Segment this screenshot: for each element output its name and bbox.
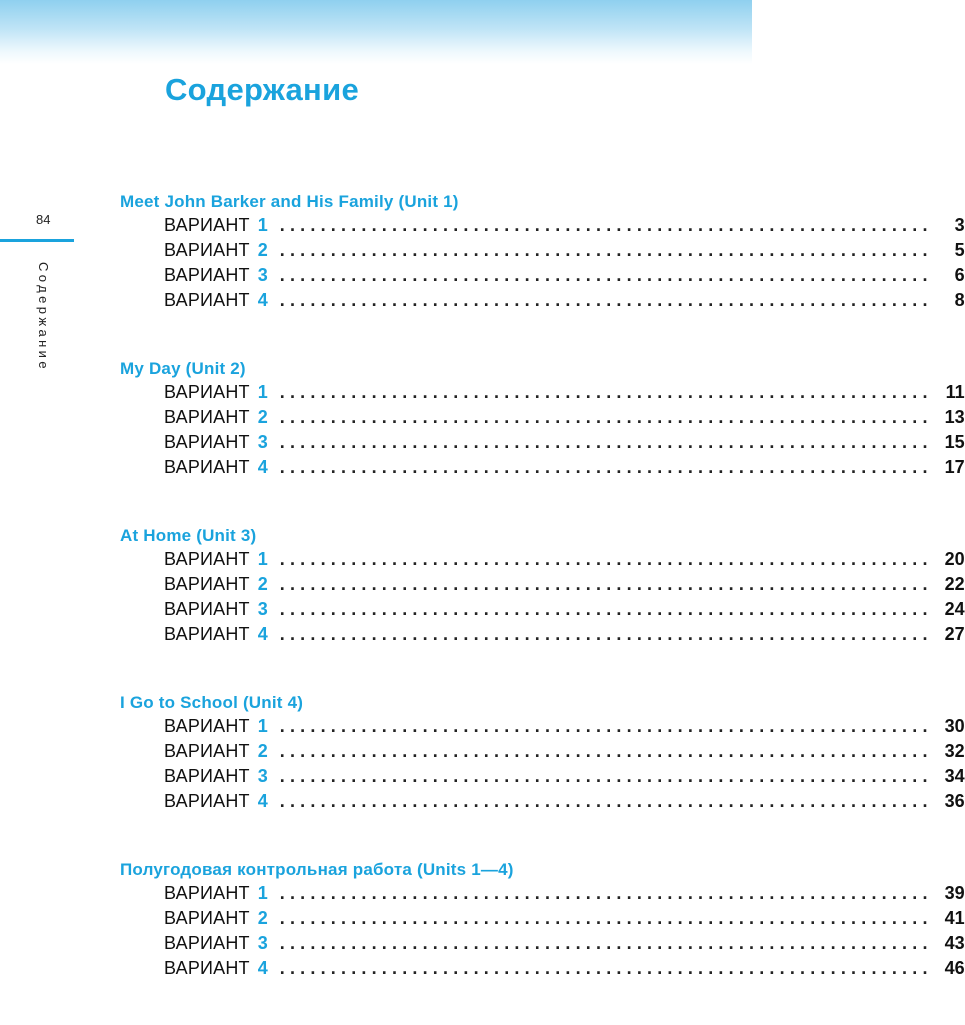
- variant-number: 1: [257, 215, 268, 235]
- variant-number: 3: [257, 432, 268, 452]
- variant-number: 2: [257, 574, 268, 594]
- page-reference: 11: [945, 382, 965, 402]
- variant-number: 4: [257, 290, 268, 310]
- dot-leader: ................................................................: [279, 574, 933, 594]
- dot-leader: ................................................................: [279, 958, 933, 978]
- page-reference: 5: [954, 240, 965, 260]
- variant-number: 4: [257, 791, 268, 811]
- toc-section: [120, 357, 965, 480]
- page-title: Содержание: [165, 72, 359, 107]
- variant-label: ВАРИАНТ: [164, 599, 250, 619]
- page-number: 84: [36, 212, 51, 227]
- variant-number: 1: [257, 382, 268, 402]
- toc-entry[interactable]: [120, 572, 965, 597]
- dot-leader: ................................................................: [279, 716, 933, 736]
- dot-leader: ................................................................: [279, 407, 933, 427]
- toc-entry[interactable]: [120, 956, 965, 981]
- section-title[interactable]: I Go to School (Unit 4): [120, 693, 304, 712]
- page-reference: 8: [954, 290, 965, 310]
- toc-entry[interactable]: [120, 764, 965, 789]
- variant-label: ВАРИАНТ: [164, 382, 250, 402]
- variant-number: 3: [257, 766, 268, 786]
- variant-number: 4: [257, 624, 268, 644]
- dot-leader: ................................................................: [279, 599, 933, 619]
- variant-label: ВАРИАНТ: [164, 624, 250, 644]
- variant-label: ВАРИАНТ: [164, 265, 250, 285]
- toc-section: [120, 190, 965, 313]
- variant-number: 4: [257, 958, 268, 978]
- page-reference: 43: [944, 933, 965, 953]
- page-reference: 22: [944, 574, 965, 594]
- page-reference: 6: [954, 265, 965, 285]
- variant-number: 3: [257, 599, 268, 619]
- toc-entry[interactable]: [120, 455, 965, 480]
- page-reference: 13: [944, 407, 965, 427]
- section-title[interactable]: Полугодовая контрольная работа (Units 1—4): [120, 860, 514, 879]
- variant-number: 2: [257, 240, 268, 260]
- page-reference: 3: [954, 215, 965, 235]
- variant-label: ВАРИАНТ: [164, 766, 250, 786]
- variant-label: ВАРИАНТ: [164, 958, 250, 978]
- variant-label: ВАРИАНТ: [164, 407, 250, 427]
- page-reference: 27: [944, 624, 965, 644]
- toc-entry[interactable]: [120, 931, 965, 956]
- toc-entry[interactable]: [120, 288, 965, 313]
- dot-leader: ................................................................: [279, 432, 933, 452]
- variant-label: ВАРИАНТ: [164, 741, 250, 761]
- toc-entry[interactable]: [120, 739, 965, 764]
- page-reference: 46: [944, 958, 965, 978]
- variant-label: ВАРИАНТ: [164, 883, 250, 903]
- page-reference: 39: [944, 883, 965, 903]
- variant-label: ВАРИАНТ: [164, 933, 250, 953]
- toc-entry[interactable]: [120, 380, 965, 405]
- page-reference: 24: [944, 599, 965, 619]
- table-of-contents: [120, 190, 965, 1025]
- variant-label: ВАРИАНТ: [164, 457, 250, 477]
- variant-number: 1: [257, 549, 268, 569]
- dot-leader: ................................................................: [279, 215, 933, 235]
- page-reference: 15: [944, 432, 965, 452]
- dot-leader: ................................................................: [279, 741, 933, 761]
- toc-entry[interactable]: [120, 906, 965, 931]
- variant-label: ВАРИАНТ: [164, 290, 250, 310]
- page-reference: 32: [944, 741, 965, 761]
- variant-number: 2: [257, 908, 268, 928]
- variant-label: ВАРИАНТ: [164, 432, 250, 452]
- dot-leader: ................................................................: [279, 624, 933, 644]
- variant-label: ВАРИАНТ: [164, 716, 250, 736]
- toc-entry[interactable]: [120, 430, 965, 455]
- toc-section: [120, 524, 965, 647]
- dot-leader: ................................................................: [279, 791, 933, 811]
- page-reference: 36: [944, 791, 965, 811]
- side-divider: [0, 239, 74, 242]
- variant-number: 2: [257, 741, 268, 761]
- variant-number: 3: [257, 265, 268, 285]
- section-title[interactable]: My Day (Unit 2): [120, 359, 246, 378]
- toc-entry[interactable]: [120, 881, 965, 906]
- page-reference: 34: [944, 766, 965, 786]
- dot-leader: ................................................................: [279, 908, 933, 928]
- header-band: [0, 0, 752, 64]
- page-reference: 20: [944, 549, 965, 569]
- variant-number: 2: [257, 407, 268, 427]
- variant-number: 4: [257, 457, 268, 477]
- toc-entry[interactable]: [120, 263, 965, 288]
- toc-entry[interactable]: [120, 597, 965, 622]
- toc-section: [120, 858, 965, 981]
- variant-number: 1: [257, 716, 268, 736]
- variant-label: ВАРИАНТ: [164, 240, 250, 260]
- variant-number: 1: [257, 883, 268, 903]
- page-reference: 17: [944, 457, 965, 477]
- toc-entry[interactable]: [120, 405, 965, 430]
- toc-entry[interactable]: [120, 714, 965, 739]
- toc-entry[interactable]: [120, 789, 965, 814]
- toc-section: [120, 691, 965, 814]
- dot-leader: ................................................................: [279, 933, 933, 953]
- dot-leader: ................................................................: [279, 549, 933, 569]
- variant-label: ВАРИАНТ: [164, 549, 250, 569]
- section-title[interactable]: Meet John Barker and His Family (Unit 1): [120, 192, 459, 211]
- section-title[interactable]: At Home (Unit 3): [120, 526, 257, 545]
- toc-entry[interactable]: [120, 238, 965, 263]
- dot-leader: ................................................................: [279, 240, 933, 260]
- variant-label: ВАРИАНТ: [164, 791, 250, 811]
- variant-label: ВАРИАНТ: [164, 908, 250, 928]
- dot-leader: ................................................................: [279, 883, 933, 903]
- variant-number: 3: [257, 933, 268, 953]
- toc-entry[interactable]: [120, 547, 965, 572]
- dot-leader: ................................................................: [279, 290, 933, 310]
- dot-leader: ................................................................: [279, 457, 933, 477]
- dot-leader: ................................................................: [279, 382, 933, 402]
- toc-entry[interactable]: [120, 213, 965, 238]
- dot-leader: ................................................................: [279, 265, 933, 285]
- variant-label: ВАРИАНТ: [164, 215, 250, 235]
- side-running-title: Содержание: [36, 262, 51, 372]
- page-reference: 30: [944, 716, 965, 736]
- page-reference: 41: [944, 908, 965, 928]
- dot-leader: ................................................................: [279, 766, 933, 786]
- variant-label: ВАРИАНТ: [164, 574, 250, 594]
- toc-entry[interactable]: [120, 622, 965, 647]
